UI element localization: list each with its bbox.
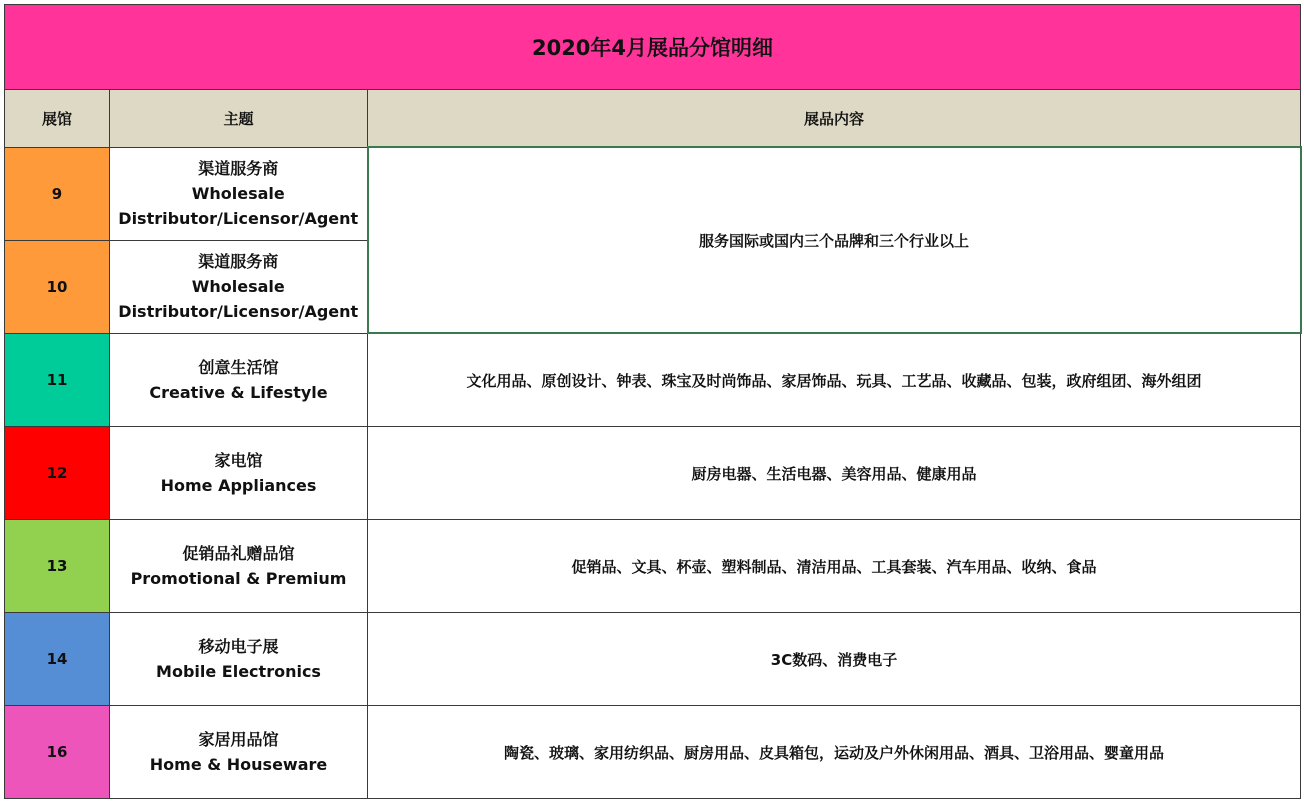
exhibit-hall-table [4,4,1302,799]
theme-cell [110,240,368,333]
content-cell: 3C数码、消费电子 [368,613,1301,706]
exhibit-hall-table-sheet [4,4,1300,800]
hall-number-cell: 10 [5,240,110,333]
theme-cn: 渠道服务商 [198,159,279,178]
theme-cell [110,520,368,613]
theme-en: Distributor/Licensor/Agent [118,302,359,321]
theme-en: Wholesale [191,277,285,296]
table-row [5,333,1301,427]
theme-en: Promotional & Premium [130,569,347,588]
header-content: 展品内容 [368,90,1301,148]
theme-cn: 移动电子展 [198,637,279,656]
content-cell: 厨房电器、生活电器、美容用品、健康用品 [368,427,1301,520]
hall-number-cell: 12 [5,427,110,520]
theme-en: Distributor/Licensor/Agent [118,209,359,228]
theme-cn: 家电馆 [214,451,263,470]
header-hall: 展馆 [5,90,110,148]
content-cell-merged: 服务国际或国内三个品牌和三个行业以上 [368,147,1301,333]
theme-en: Wholesale [191,184,285,203]
theme-cell [110,706,368,799]
theme-cn: 促销品礼赠品馆 [182,544,295,563]
hall-number-cell: 13 [5,520,110,613]
theme-en: Mobile Electronics [156,662,321,681]
hall-number-cell: 16 [5,706,110,799]
header-theme: 主题 [110,90,368,148]
table-row [5,147,1301,240]
table-row [5,706,1301,799]
theme-en: Home & Houseware [149,755,328,774]
table-row [5,520,1301,613]
content-cell: 促销品、文具、杯壶、塑料制品、清洁用品、工具套装、汽车用品、收纳、食品 [368,520,1301,613]
theme-cell [110,333,368,427]
theme-cell [110,427,368,520]
hall-number-cell: 14 [5,613,110,706]
hall-number-cell: 11 [5,333,110,427]
hall-number-cell: 9 [5,147,110,240]
theme-en: Home Appliances [160,476,317,495]
theme-cn: 创意生活馆 [198,357,279,377]
table-row [5,613,1301,706]
table-title: 2020年4月展品分馆明细 [5,5,1301,90]
theme-cell [110,613,368,706]
table-row [5,427,1301,520]
theme-cn: 家居用品馆 [198,730,279,749]
theme-en: Creative & Lifestyle [149,382,328,402]
content-cell: 文化用品、原创设计、钟表、珠宝及时尚饰品、家居饰品、玩具、工艺品、收藏品、包装，政府组团、海外组团 [368,333,1301,427]
content-cell: 陶瓷、玻璃、家用纺织品、厨房用品、皮具箱包，运动及户外休闲用品、酒具、卫浴用品、婴童用品 [368,706,1301,799]
theme-cell [110,147,368,240]
theme-cn: 渠道服务商 [198,252,279,271]
